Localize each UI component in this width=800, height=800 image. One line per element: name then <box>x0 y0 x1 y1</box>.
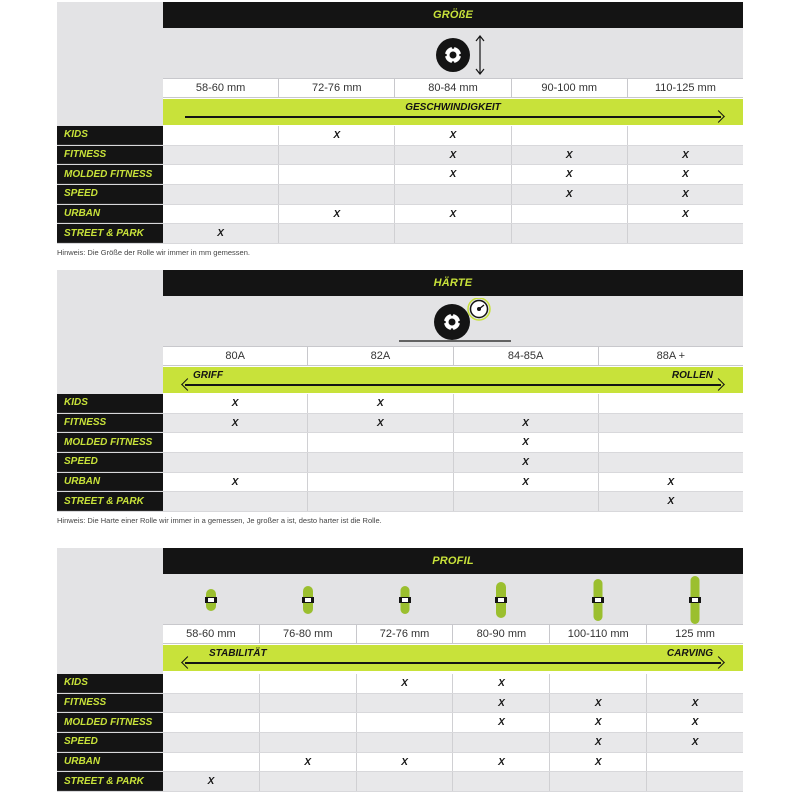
arrow-line <box>185 384 721 386</box>
row-cells <box>163 433 743 452</box>
hardness-rows <box>57 394 743 512</box>
table-row <box>57 394 743 414</box>
table-cell: X <box>260 753 357 772</box>
wheel-diameter-icon <box>431 31 491 79</box>
arrow-left-icon <box>181 656 194 669</box>
table-cell <box>550 772 647 791</box>
row-cells <box>163 753 743 772</box>
table-cell <box>260 733 357 752</box>
table-cell <box>279 165 395 184</box>
table-cell <box>599 414 743 433</box>
corner-blank <box>57 270 163 394</box>
row-cells <box>163 185 743 204</box>
table-cell: X <box>454 473 599 492</box>
column-header: 110-125 mm <box>654 82 716 94</box>
hardness-section <box>57 270 743 532</box>
table-cell <box>308 433 453 452</box>
row-cells <box>163 224 743 243</box>
table-cell: X <box>163 473 308 492</box>
column-header: 72-76 mm <box>279 79 395 97</box>
table-cell: X <box>691 736 699 748</box>
band-right-label: ROLLEN <box>671 370 713 381</box>
wheel-profile-icon <box>398 583 412 617</box>
table-cell: X <box>667 496 675 508</box>
row-label: FITNESS <box>57 146 163 165</box>
table-cell <box>279 146 395 165</box>
table-cell: X <box>550 753 647 772</box>
table-cell: X <box>395 205 511 224</box>
wheel-profile-icon <box>591 578 605 622</box>
row-label: MOLDED FITNESS <box>57 433 163 452</box>
table-cell: X <box>512 165 628 184</box>
row-cells <box>163 713 743 732</box>
table-cell: X <box>395 146 511 165</box>
row-cells <box>163 126 743 145</box>
table-row <box>57 694 743 714</box>
table-cell: X <box>453 674 550 693</box>
table-cell: X <box>357 753 454 772</box>
table-cell: X <box>163 414 308 433</box>
wheel-profile-icon <box>688 576 702 624</box>
table-cell <box>357 772 454 791</box>
table-cell <box>260 713 357 732</box>
table-row <box>57 224 743 244</box>
row-label: KIDS <box>57 674 163 693</box>
arrow-line <box>185 116 721 118</box>
wheel-profile-icon <box>494 580 508 620</box>
row-label: SPEED <box>57 185 163 204</box>
table-cell <box>357 694 454 713</box>
table-cell: X <box>682 188 689 200</box>
table-cell <box>163 733 260 752</box>
table-row <box>57 414 743 434</box>
table-cell <box>163 453 308 472</box>
row-cells <box>163 694 743 713</box>
row-cells <box>163 414 743 433</box>
table-cell <box>599 433 743 452</box>
table-row <box>57 205 743 225</box>
table-cell <box>163 433 308 452</box>
row-cells <box>163 165 743 184</box>
table-cell: X <box>279 205 395 224</box>
column-header-row <box>163 624 743 644</box>
table-cell: X <box>691 717 699 729</box>
row-label: STREET & PARK <box>57 224 163 243</box>
column-header: 100-110 mm <box>550 625 647 643</box>
row-label: FITNESS <box>57 414 163 433</box>
wheel-profile-icon <box>204 585 218 615</box>
row-cells <box>163 205 743 224</box>
band-center-label: GESCHWINDIGKEIT <box>405 102 501 113</box>
icon-area <box>163 296 743 348</box>
table-row <box>57 433 743 453</box>
column-header: 80-84 mm <box>395 79 511 97</box>
table-cell: X <box>682 149 689 161</box>
row-cells <box>163 453 743 472</box>
table-cell <box>512 126 628 145</box>
table-cell: X <box>512 146 628 165</box>
table-cell <box>454 492 599 511</box>
table-cell <box>628 224 743 243</box>
arrow-right-icon <box>712 656 725 669</box>
column-header: 80A <box>163 347 308 365</box>
row-cells <box>163 674 743 693</box>
column-header: 72-76 mm <box>357 625 454 643</box>
table-row <box>57 165 743 185</box>
table-cell: X <box>453 713 550 732</box>
column-header: 82A <box>308 347 453 365</box>
table-cell: X <box>550 694 647 713</box>
row-label: KIDS <box>57 126 163 145</box>
row-label: SPEED <box>57 733 163 752</box>
table-cell <box>453 733 550 752</box>
column-header-row <box>163 78 743 98</box>
table-cell <box>163 146 279 165</box>
table-row <box>57 473 743 493</box>
table-row <box>57 753 743 773</box>
column-header: 125 mm <box>675 628 715 640</box>
wheel-profile-icon <box>301 583 315 617</box>
table-row <box>57 733 743 753</box>
row-cells <box>163 733 743 752</box>
table-cell <box>454 394 599 413</box>
profile-rows <box>57 674 743 792</box>
table-cell: X <box>395 126 511 145</box>
corner-blank <box>57 2 163 126</box>
table-cell: X <box>163 394 308 413</box>
icon-area <box>163 574 743 626</box>
table-cell: X <box>682 208 689 220</box>
table-cell: X <box>308 414 453 433</box>
table-row <box>57 772 743 792</box>
icon-area <box>163 28 743 80</box>
table-row <box>57 126 743 146</box>
row-cells <box>163 473 743 492</box>
table-cell <box>163 492 308 511</box>
row-label: SPEED <box>57 453 163 472</box>
column-header-row <box>163 346 743 366</box>
table-cell <box>599 394 743 413</box>
table-cell <box>512 224 628 243</box>
table-cell <box>308 453 453 472</box>
column-header: 90-100 mm <box>512 79 628 97</box>
wheel-hardness-icon <box>399 298 529 348</box>
row-cells <box>163 394 743 413</box>
grip-roll-band <box>163 367 743 393</box>
row-label: STREET & PARK <box>57 772 163 791</box>
column-header: 88A + <box>656 350 686 362</box>
profile-section <box>57 548 743 800</box>
table-cell <box>647 753 743 772</box>
row-label: URBAN <box>57 205 163 224</box>
table-cell: X <box>308 394 453 413</box>
table-cell <box>308 492 453 511</box>
row-label: URBAN <box>57 753 163 772</box>
table-cell <box>395 185 511 204</box>
table-cell: X <box>682 169 689 181</box>
table-cell <box>260 772 357 791</box>
table-cell <box>279 224 395 243</box>
stability-carving-band <box>163 645 743 671</box>
table-cell <box>308 473 453 492</box>
table-cell: X <box>454 433 599 452</box>
table-cell <box>163 694 260 713</box>
table-cell <box>357 733 454 752</box>
section-title: HÄRTE <box>163 270 743 296</box>
band-left-label: STABILITÄT <box>209 648 267 659</box>
table-cell: X <box>163 772 260 791</box>
section-title: PROFIL <box>163 548 743 574</box>
table-cell <box>647 674 743 693</box>
band-right-label: CARVING <box>666 648 713 659</box>
table-cell <box>628 126 743 145</box>
table-cell <box>163 165 279 184</box>
row-label: STREET & PARK <box>57 492 163 511</box>
hardness-note: Hinweis: Die Harte einer Rolle wir immer in a gemessen, Je großer a ist, desto harter ist die Rolle. <box>57 516 382 525</box>
table-cell: X <box>357 674 454 693</box>
table-cell: X <box>163 224 279 243</box>
table-cell <box>279 185 395 204</box>
table-cell <box>647 772 743 791</box>
row-label: FITNESS <box>57 694 163 713</box>
row-label: URBAN <box>57 473 163 492</box>
band-left-label: GRIFF <box>193 370 223 381</box>
table-cell: X <box>550 713 647 732</box>
arrow-right-icon <box>712 378 725 391</box>
table-row <box>57 146 743 166</box>
column-header: 84-85A <box>454 347 599 365</box>
table-cell: X <box>279 126 395 145</box>
profile-wheel-icons <box>163 574 743 626</box>
table-cell: X <box>454 453 599 472</box>
row-label: MOLDED FITNESS <box>57 165 163 184</box>
section-title: GRÖßE <box>163 2 743 28</box>
table-cell: X <box>667 476 675 488</box>
table-cell: X <box>453 753 550 772</box>
table-row <box>57 185 743 205</box>
row-cells <box>163 772 743 791</box>
corner-blank <box>57 548 163 674</box>
table-cell <box>163 753 260 772</box>
table-cell: X <box>454 414 599 433</box>
column-header: 76-80 mm <box>260 625 357 643</box>
arrow-line <box>185 662 721 664</box>
table-cell <box>550 674 647 693</box>
table-cell <box>453 772 550 791</box>
table-cell <box>163 713 260 732</box>
table-cell: X <box>453 694 550 713</box>
table-cell <box>163 185 279 204</box>
table-row <box>57 453 743 473</box>
size-section <box>57 2 743 264</box>
table-cell: X <box>512 185 628 204</box>
row-label: KIDS <box>57 394 163 413</box>
table-cell <box>357 713 454 732</box>
table-row <box>57 674 743 694</box>
row-cells <box>163 146 743 165</box>
table-cell <box>512 205 628 224</box>
table-cell <box>163 205 279 224</box>
table-cell <box>260 694 357 713</box>
table-cell: X <box>691 697 699 709</box>
column-header: 80-90 mm <box>453 625 550 643</box>
table-cell <box>163 674 260 693</box>
size-rows <box>57 126 743 244</box>
table-cell <box>599 453 743 472</box>
table-cell: X <box>550 733 647 752</box>
row-label: MOLDED FITNESS <box>57 713 163 732</box>
column-header: 58-60 mm <box>163 625 260 643</box>
row-cells <box>163 492 743 511</box>
table-row <box>57 492 743 512</box>
arrow-left-icon <box>181 378 194 391</box>
column-header: 58-60 mm <box>163 79 279 97</box>
table-cell: X <box>395 165 511 184</box>
table-row <box>57 713 743 733</box>
table-cell <box>260 674 357 693</box>
size-note: Hinweis: Die Größe der Rolle wir immer in mm gemessen. <box>57 248 250 257</box>
table-cell <box>395 224 511 243</box>
table-cell <box>163 126 279 145</box>
speed-band <box>163 99 743 125</box>
